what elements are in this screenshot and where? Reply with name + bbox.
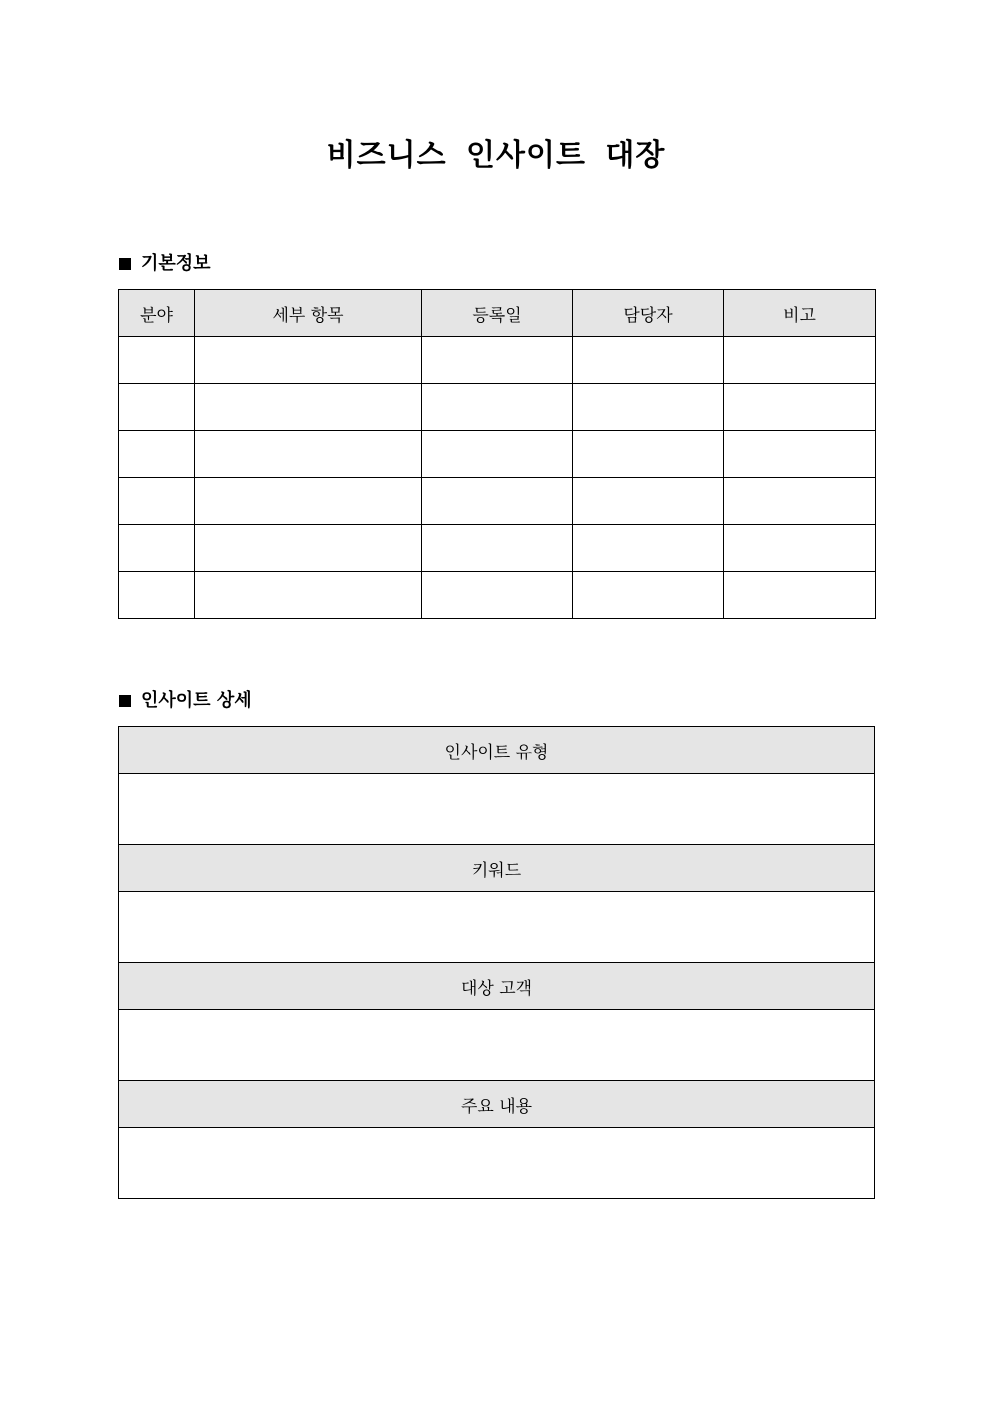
table-cell-field[interactable] xyxy=(119,384,195,431)
detail-header-row xyxy=(119,845,875,892)
table-row xyxy=(119,525,876,572)
column-header-detail-item: 세부 항목 xyxy=(195,290,422,337)
column-header-registered-date: 등록일 xyxy=(422,290,573,337)
page-title: 비즈니스 인사이트 대장 xyxy=(326,138,666,173)
table-cell-detail-item[interactable] xyxy=(195,384,422,431)
table-cell-registered-date[interactable] xyxy=(422,431,573,478)
basic-info-heading-label: 기본정보 xyxy=(141,253,211,274)
column-header-field: 분야 xyxy=(119,290,195,337)
table-row xyxy=(119,384,876,431)
square-bullet-icon xyxy=(119,695,131,707)
table-cell-detail-item[interactable] xyxy=(195,572,422,619)
detail-header-row xyxy=(119,963,875,1010)
basic-info-header-row xyxy=(119,290,876,337)
table-row xyxy=(119,478,876,525)
table-cell-manager[interactable] xyxy=(573,478,724,525)
column-header-manager: 담당자 xyxy=(573,290,724,337)
insight-detail-table xyxy=(118,726,875,1199)
table-cell-detail-item[interactable] xyxy=(195,525,422,572)
detail-content-row xyxy=(119,1010,875,1081)
square-bullet-icon xyxy=(119,258,131,270)
basic-info-heading xyxy=(119,252,211,276)
basic-info-table xyxy=(118,289,876,619)
detail-content-row xyxy=(119,774,875,845)
table-row xyxy=(119,337,876,384)
main-content-label: 주요 내용 xyxy=(119,1081,875,1128)
table-cell-field[interactable] xyxy=(119,478,195,525)
insight-detail-heading-label: 인사이트 상세 xyxy=(141,690,252,711)
table-cell-manager[interactable] xyxy=(573,431,724,478)
table-cell-detail-item[interactable] xyxy=(195,478,422,525)
table-row xyxy=(119,431,876,478)
column-header-remarks: 비고 xyxy=(724,290,876,337)
table-cell-field[interactable] xyxy=(119,337,195,384)
table-cell-remarks[interactable] xyxy=(724,431,876,478)
table-cell-detail-item[interactable] xyxy=(195,431,422,478)
table-cell-manager[interactable] xyxy=(573,525,724,572)
table-cell-field[interactable] xyxy=(119,525,195,572)
detail-content-row xyxy=(119,892,875,963)
table-cell-remarks[interactable] xyxy=(724,525,876,572)
table-cell-detail-item[interactable] xyxy=(195,337,422,384)
main-content-field[interactable] xyxy=(119,1128,875,1199)
insight-type-label: 인사이트 유형 xyxy=(119,727,875,774)
keyword-field[interactable] xyxy=(119,892,875,963)
table-cell-manager[interactable] xyxy=(573,384,724,431)
table-cell-manager[interactable] xyxy=(573,572,724,619)
table-cell-registered-date[interactable] xyxy=(422,337,573,384)
detail-header-row xyxy=(119,1081,875,1128)
insight-detail-heading xyxy=(119,689,252,713)
detail-content-row xyxy=(119,1128,875,1199)
table-cell-remarks[interactable] xyxy=(724,384,876,431)
table-cell-field[interactable] xyxy=(119,572,195,619)
table-cell-remarks[interactable] xyxy=(724,337,876,384)
target-customer-field[interactable] xyxy=(119,1010,875,1081)
detail-header-row xyxy=(119,727,875,774)
table-row xyxy=(119,572,876,619)
table-cell-remarks[interactable] xyxy=(724,478,876,525)
insight-type-field[interactable] xyxy=(119,774,875,845)
table-cell-field[interactable] xyxy=(119,431,195,478)
table-cell-registered-date[interactable] xyxy=(422,478,573,525)
keyword-label: 키워드 xyxy=(119,845,875,892)
target-customer-label: 대상 고객 xyxy=(119,963,875,1010)
table-cell-registered-date[interactable] xyxy=(422,572,573,619)
table-cell-registered-date[interactable] xyxy=(422,384,573,431)
table-cell-manager[interactable] xyxy=(573,337,724,384)
table-cell-remarks[interactable] xyxy=(724,572,876,619)
table-cell-registered-date[interactable] xyxy=(422,525,573,572)
